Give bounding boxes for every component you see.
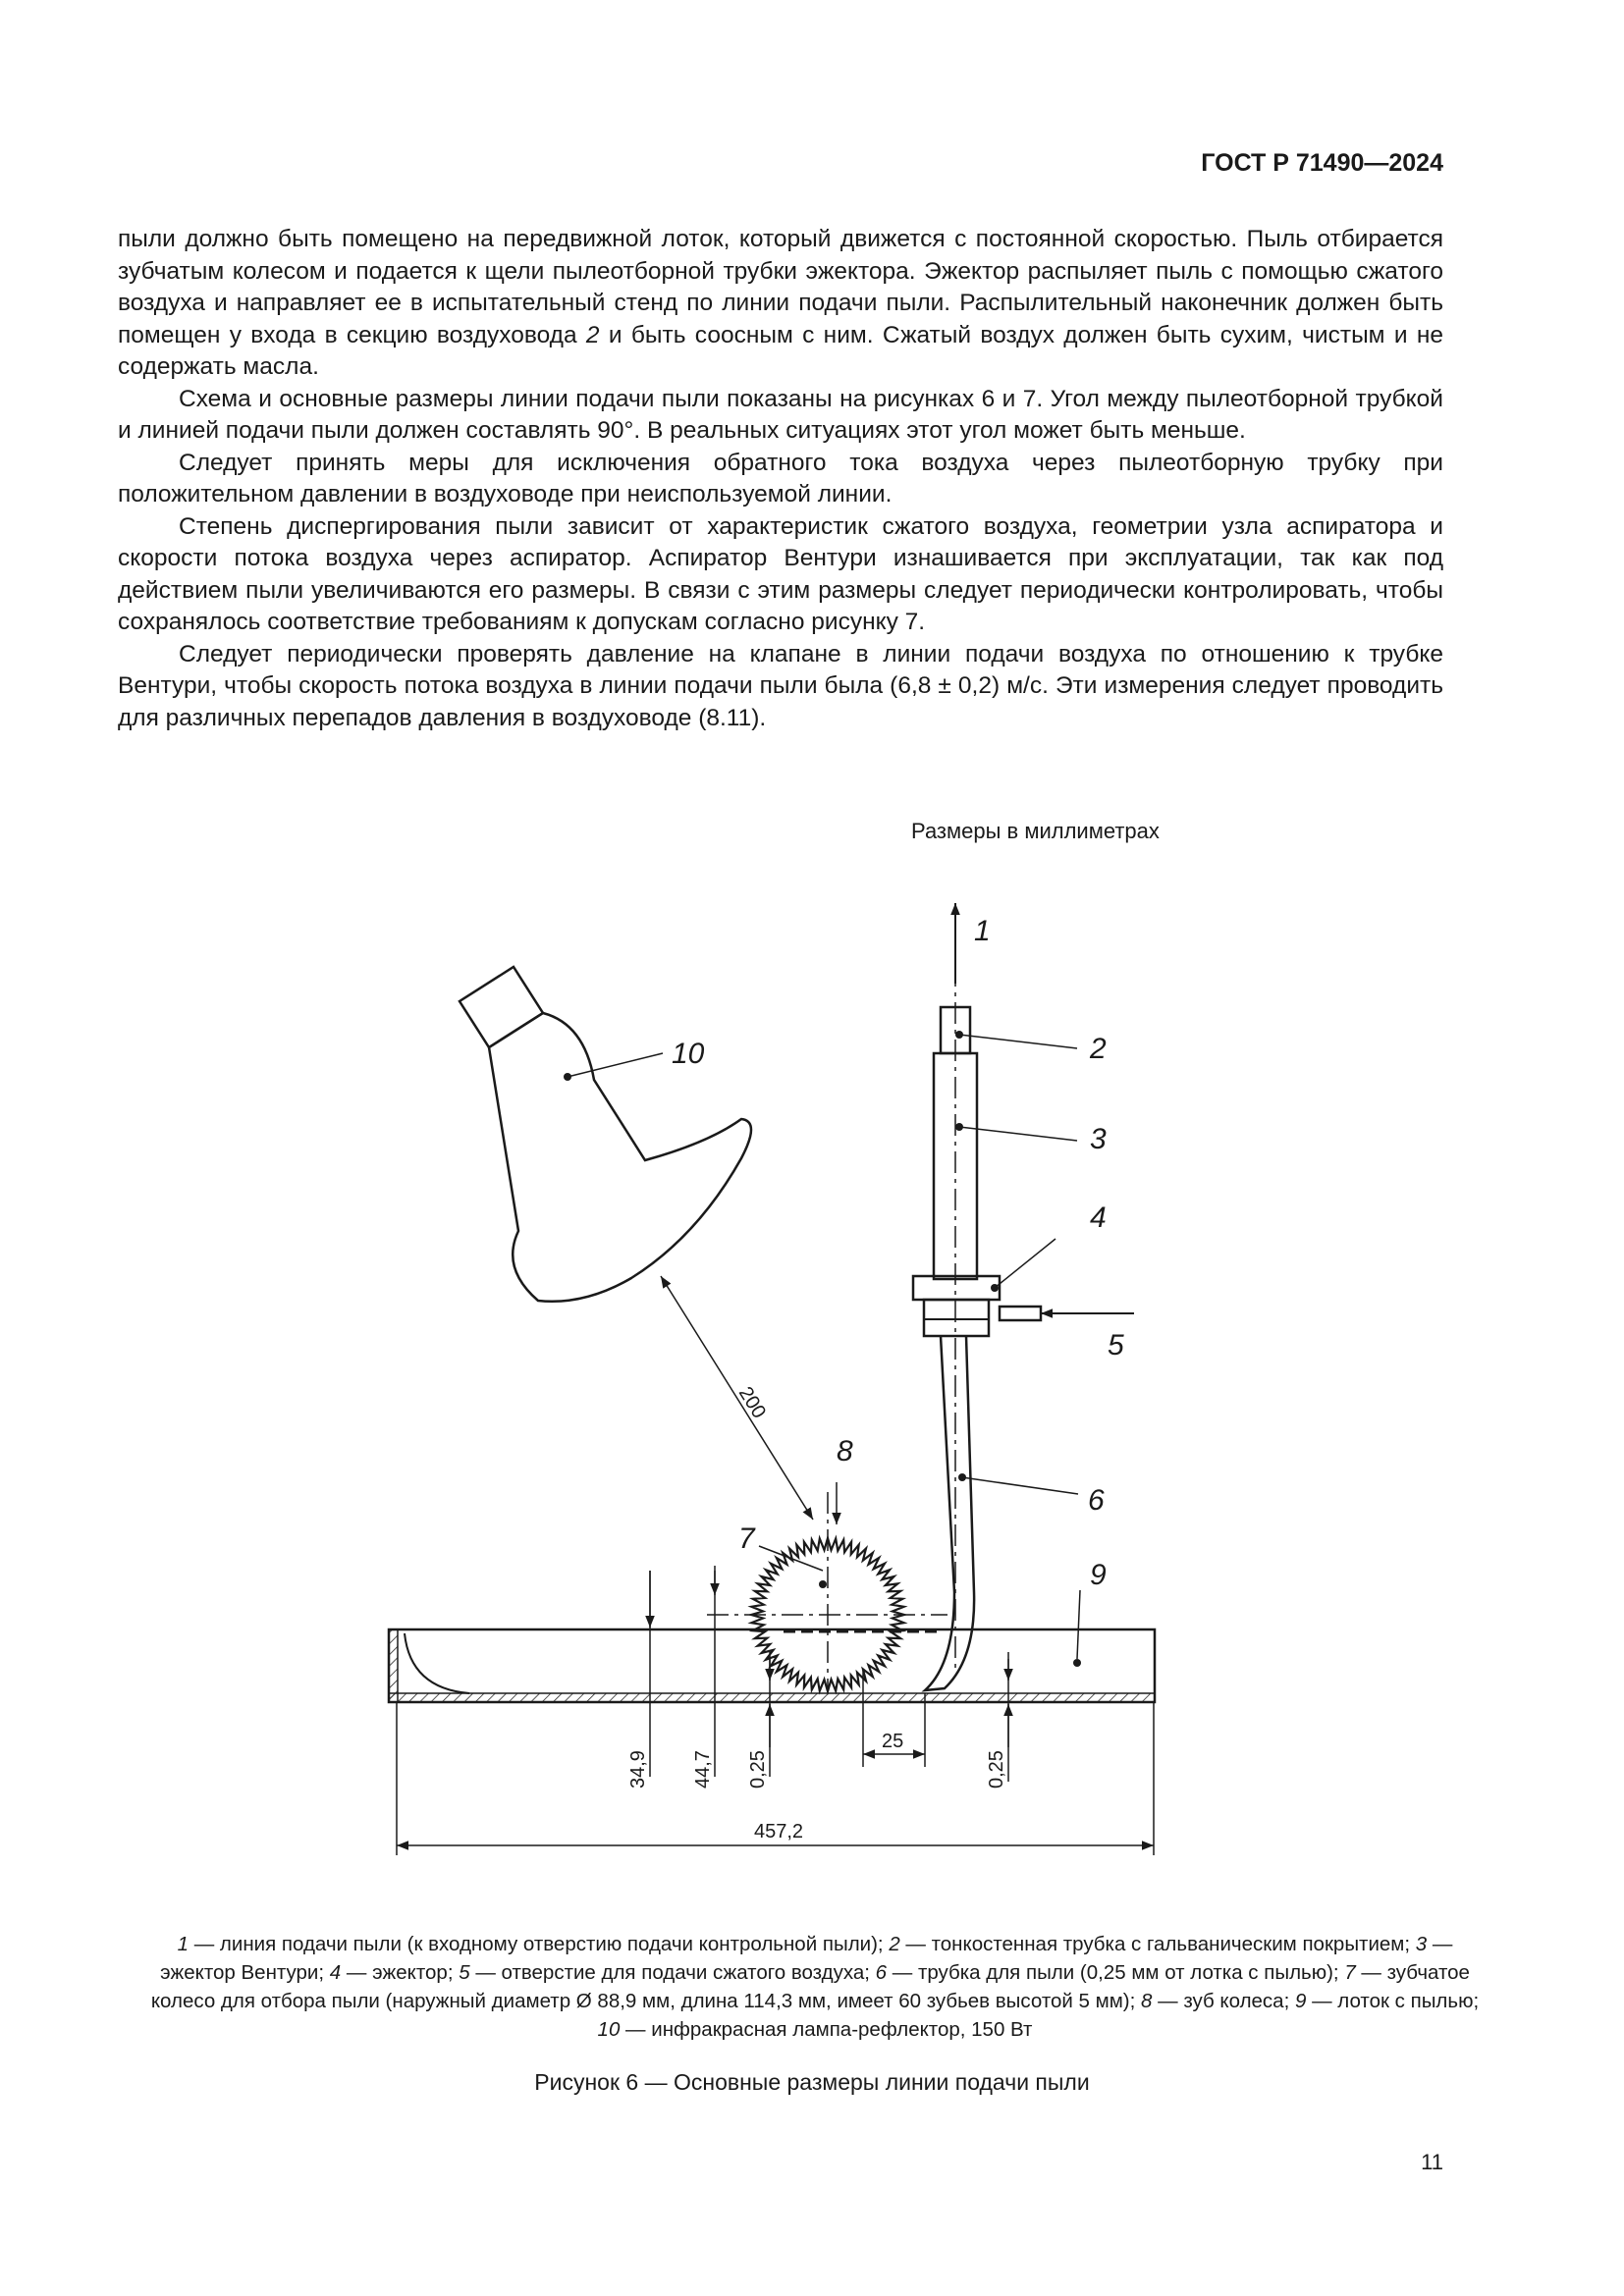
legend-text: — зуб колеса;: [1152, 1990, 1295, 2012]
dim-0-25b-label: 0,25: [986, 1750, 1007, 1789]
paragraph-1-tail: и быть соосным с ним. Сжатый воздух должен быть сухим, чистым и не содержать масла.: [118, 321, 1443, 380]
dust-pile-curve: [405, 1633, 469, 1693]
legend-text: — линия подачи пыли (к входному отверстию подачи контрольной пыли);: [189, 1933, 890, 1955]
legend-number: 7: [1344, 1961, 1356, 1984]
legend-text: — эжектор Вентури;: [160, 1933, 1453, 1984]
document-code: ГОСТ Р 71490—2024: [1201, 149, 1443, 177]
dimension-lines: [397, 903, 1154, 1855]
leader-dots: [564, 1031, 1081, 1667]
label-4: 4: [1090, 1201, 1107, 1234]
dim-34-9-label: 34,9: [627, 1750, 649, 1789]
label-6: 6: [1088, 1484, 1105, 1517]
paragraph-4: Степень диспергирования пыли зависит от характеристик сжатого воздуха, геометрии узла аспиратора и скорости потока воздуха через аспиратор. Аспиратор Вентури изнашивается при эксплуатации, так как под действием пыли увеличиваются его размеры. В связи с этим размеры следует периодически контролировать, чтобы сохранялось соответствие требованиям к допускам согласно рисунку 7.: [118, 512, 1443, 635]
legend-text: — инфракрасная лампа-рефлектор, 150 Вт: [620, 2018, 1033, 2041]
tray-bottom-hatch: [389, 1693, 1155, 1702]
label-8: 8: [837, 1435, 853, 1468]
units-note: Размеры в миллиметрах: [911, 819, 1160, 843]
dim-44-7-label: 44,7: [692, 1750, 714, 1789]
label-5: 5: [1108, 1329, 1124, 1362]
lamp-body: [489, 1013, 751, 1302]
dim-200-label: 200: [733, 1382, 771, 1422]
legend-number: 4: [329, 1961, 342, 1984]
dust-tube-and-ejector: [913, 1007, 1041, 1690]
figure-legend: [147, 1930, 1483, 2044]
tray-left-wall-hatch: [389, 1629, 398, 1702]
paragraph-5: Следует периодически проверять давление на клапане в линии подачи воздуха по отношению к трубке Вентури, чтобы скорость потока воздуха в линии подачи пыли была (6,8 ± 0,2) м/с. Эти измерения следует проводить для различных перепадов давления в воздуховоде (8.11).: [118, 640, 1443, 731]
legend-number: 3: [1415, 1933, 1428, 1955]
paragraph-2: Схема и основные размеры линии подачи пыли показаны на рисунках 6 и 7. Угол между пылеотборной трубкой и линией подачи пыли должен составлять 90°. В реальных ситуациях этот угол может быть меньше.: [118, 385, 1443, 444]
dim-457-2-label: 457,2: [754, 1821, 804, 1842]
label-7: 7: [738, 1522, 755, 1555]
legend-number: 8: [1141, 1990, 1153, 2012]
legend-text: — лоток с пылью;: [1306, 1990, 1480, 2012]
lamp-socket: [460, 967, 543, 1047]
legend-text: — зубчатое колесо для отбора пыли (наружный диаметр Ø 88,9 мм, длина 114,3 мм, имеет 60 зубьев высотой 5 мм);: [150, 1961, 1470, 2012]
dim-25-label: 25: [882, 1731, 904, 1752]
label-9: 9: [1090, 1559, 1107, 1591]
legend-text: — тонкостенная трубка с гальваническим покрытием;: [899, 1933, 1416, 1955]
dust-pipe-outer: [925, 1336, 974, 1690]
compressed-air-nozzle: [1000, 1307, 1041, 1320]
legend-text: — трубка для пыли (0,25 мм от лотка с пылью);: [887, 1961, 1345, 1984]
figure-caption: Рисунок 6 — Основные размеры линии подачи пыли: [534, 2069, 1090, 2095]
legend-number: 2: [889, 1933, 900, 1955]
legend-number: 9: [1294, 1990, 1307, 2012]
center-lines: [707, 928, 955, 1688]
dim-0-25a-label: 0,25: [747, 1750, 769, 1789]
leader-lines: [568, 1035, 1080, 1659]
label-3: 3: [1090, 1123, 1107, 1155]
ejector-base: [924, 1300, 989, 1336]
page-number: 11: [1421, 2150, 1443, 2174]
legend-number: 1: [177, 1933, 189, 1955]
label-10: 10: [672, 1038, 705, 1070]
label-1: 1: [974, 915, 991, 947]
paragraph-1-text: пыли должно быть помещено на передвижной лоток, который движется с постоянной скоростью. Пыль отбирается зубчатым колесом и подается к щели пылеотборной трубки эжектора. Эжектор распыляет пыль с помощью сжатого воздуха и направляет ее в испытательный стенд по линии подачи пыли. Распылительный наконечник должен быть помещен у входа в секцию воздуховода: [118, 226, 1443, 348]
paragraph-1-emphasis: 2: [585, 321, 600, 348]
legend-number: 6: [875, 1961, 888, 1984]
label-2: 2: [1090, 1033, 1107, 1065]
legend-text: — отверстие для подачи сжатого воздуха;: [469, 1961, 876, 1984]
legend-text: — эжектор;: [341, 1961, 460, 1984]
legend-number: 10: [597, 2018, 621, 2041]
paragraph-3: Следует принять меры для исключения обратного тока воздуха через пылеотборную трубку при положительном давлении в воздуховоде при неиспользуемой линии.: [118, 449, 1443, 507]
ir-lamp-reflector: [460, 967, 751, 1302]
legend-number: 5: [459, 1961, 470, 1984]
